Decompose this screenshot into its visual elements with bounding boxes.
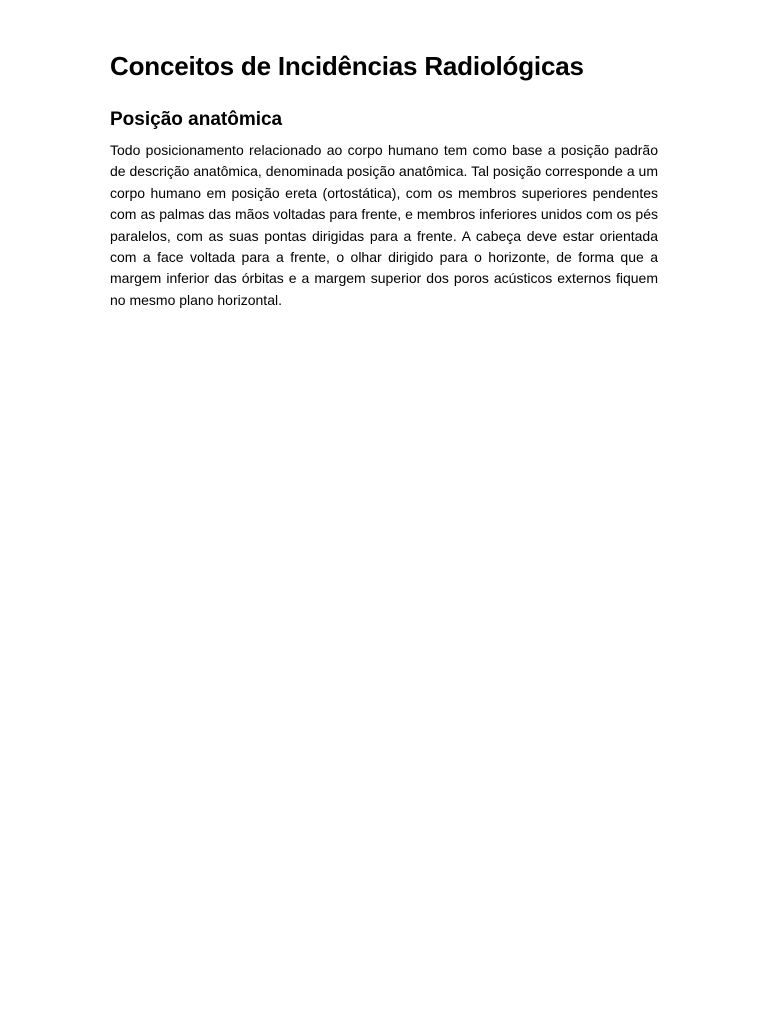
section-posicao-anatomica — [110, 106, 658, 311]
document-title: Conceitos de Incidências Radiológicas — [110, 51, 584, 81]
document-content — [110, 48, 658, 311]
section-heading: Posição anatômica — [110, 109, 283, 130]
section-paragraph: Todo posicionamento relacionado ao corpo humano tem como base a posição padrão de descrição anatômica, denominada posição anatômica. Tal posição corresponde a um corpo humano em posição ereta (ortostática), com os membros superiores pendentes com as palmas das mãos voltadas para frente, e membros inferiores unidos com os pés paralelos, com as suas pontas dirigidas para a frente. A cabeça deve estar orientada com a face voltada para a frente, o olhar dirigido para o horizonte, de forma que a margem inferior das órbitas e a margem superior dos poros acústicos externos fiquem no mesmo plano horizontal. — [110, 142, 658, 308]
